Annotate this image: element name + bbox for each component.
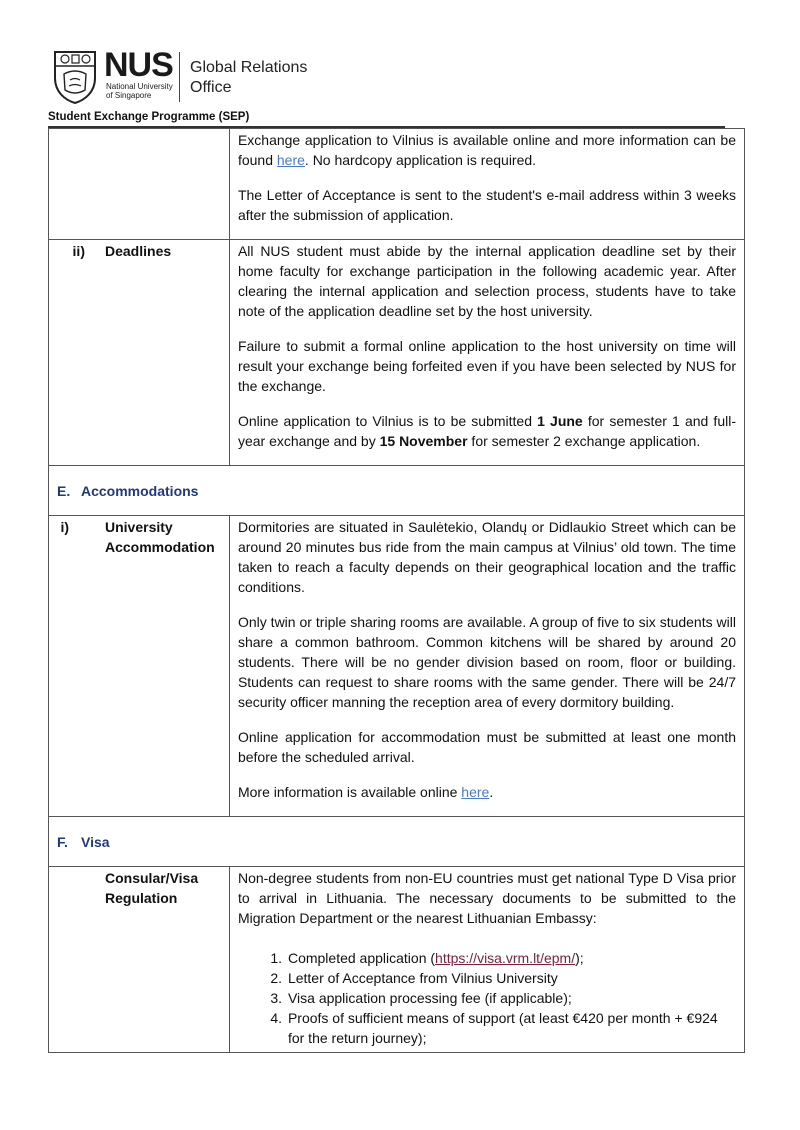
text: for semester 1 and full-year exchange and by — [237, 413, 736, 449]
paragraph: Failure to submit a formal online application to the host university on time will result your exchange being forfeited even if you have been selected by NUS for the exchange. — [237, 338, 736, 394]
here-link[interactable]: here — [461, 784, 490, 800]
table-row — [49, 240, 745, 466]
label-cell — [49, 516, 230, 817]
row-label — [105, 868, 229, 908]
row-number-empty — [49, 868, 105, 908]
date-bold: 15 November — [379, 433, 468, 449]
document-list — [266, 948, 736, 1048]
text: More information is available online — [237, 784, 462, 800]
visa-application-link[interactable]: https://visa.vrm.lt/epm/ — [435, 950, 576, 966]
table-row — [49, 129, 745, 240]
date-bold: 1 June — [537, 413, 583, 429]
list-item — [286, 948, 736, 968]
text: Exchange application to Vilnius is available online and more information can be found — [237, 132, 736, 168]
content-cell — [229, 240, 744, 466]
paragraph: Only twin or triple sharing rooms are available. A group of five to six students will share a common bathroom. Common kitchens will be shared by around 20 students. There will be no gender division based on room, floor or building. Students can request to share rooms with the same gender. There will be 24/7 security officer manning the reception area of every dormitory building. — [237, 614, 736, 710]
nus-logo-subtitle — [106, 82, 173, 100]
paragraph: The Letter of Acceptance is sent to the student's e-mail address within 3 weeks after the submission of application. — [237, 187, 736, 223]
label-cell — [49, 240, 230, 466]
section-heading-visa — [49, 817, 745, 867]
content-cell — [229, 516, 744, 817]
text: for semester 2 exchange application. — [467, 433, 701, 449]
office-line1: Global Relations — [190, 59, 308, 76]
list-item: 2. Letter of Acceptance from Vilnius University — [286, 968, 736, 988]
text: Online application to Vilnius is to be submitted — [237, 413, 538, 429]
section-heading-accommodations — [49, 466, 745, 516]
paragraph: Non-degree students from non-EU countries must get national Type D Visa prior to arrival in Lithuania. The necessary documents to be submitted to the Migration Department or the nearest Lithuanian Embassy: — [237, 870, 736, 926]
table-row — [49, 516, 745, 817]
section-title: Visa — [81, 834, 110, 850]
paragraph — [238, 130, 736, 170]
logo-sub-line1: National University — [106, 82, 173, 91]
logo-divider — [179, 52, 180, 102]
row-label: Deadlines — [105, 243, 172, 259]
paragraph: Dormitories are situated in Saulėtekio, Olandų or Didlaukio Street which can be around 20 minutes bus ride from the main campus at Vilnius’ old town. The time taken to reach a faculty depends on their geographical location and the traffic conditions. — [237, 519, 736, 595]
content-cell — [229, 129, 744, 240]
paragraph: Online application for accommodation must be submitted at least one month before the scheduled arrival. — [237, 729, 736, 765]
paragraph: All NUS student must abide by the internal application deadline set by their home faculty for exchange participation in the following academic year. After clearing the internal application and selection process, students have to take note of the application deadline set by the host university. — [237, 243, 736, 319]
row-number: ii) — [72, 243, 85, 259]
page-header — [52, 48, 452, 108]
nus-logo-text: NUS — [104, 46, 173, 84]
content-cell — [229, 867, 744, 1053]
text: Completed application ( — [287, 950, 436, 966]
text: ); — [575, 950, 584, 966]
logo-sub-line2: of Singapore — [106, 91, 152, 100]
list-item: 4. Proofs of sufficient means of support (at least €420 per month + €924 for the return journey); — [286, 1008, 736, 1048]
label-line2: Regulation — [105, 890, 178, 906]
label-cell — [49, 867, 230, 1053]
text: . No hardcopy application is required. — [304, 152, 537, 168]
label-line2: Accommodation — [105, 539, 215, 555]
programme-title: Student Exchange Programme (SEP) — [48, 111, 250, 123]
section-number: E. — [57, 483, 71, 499]
row-number: i) — [60, 519, 69, 535]
section-row — [49, 466, 745, 516]
section-title: Accommodations — [81, 483, 199, 499]
office-name — [190, 58, 307, 98]
text: . — [489, 784, 494, 800]
office-line2: Office — [190, 79, 232, 96]
table-row — [49, 867, 745, 1053]
nus-crest-icon — [52, 50, 98, 104]
here-link[interactable]: here — [276, 152, 305, 168]
paragraph — [238, 782, 736, 802]
row-label — [89, 517, 229, 557]
section-number: F. — [57, 834, 68, 850]
list-item: 3. Visa application processing fee (if applicable); — [286, 988, 736, 1008]
empty-label-cell — [49, 129, 230, 240]
paragraph — [238, 411, 736, 451]
section-row — [49, 817, 745, 867]
info-table — [48, 128, 745, 1053]
label-line1: University — [105, 519, 173, 535]
label-line1: Consular/Visa — [105, 870, 199, 886]
